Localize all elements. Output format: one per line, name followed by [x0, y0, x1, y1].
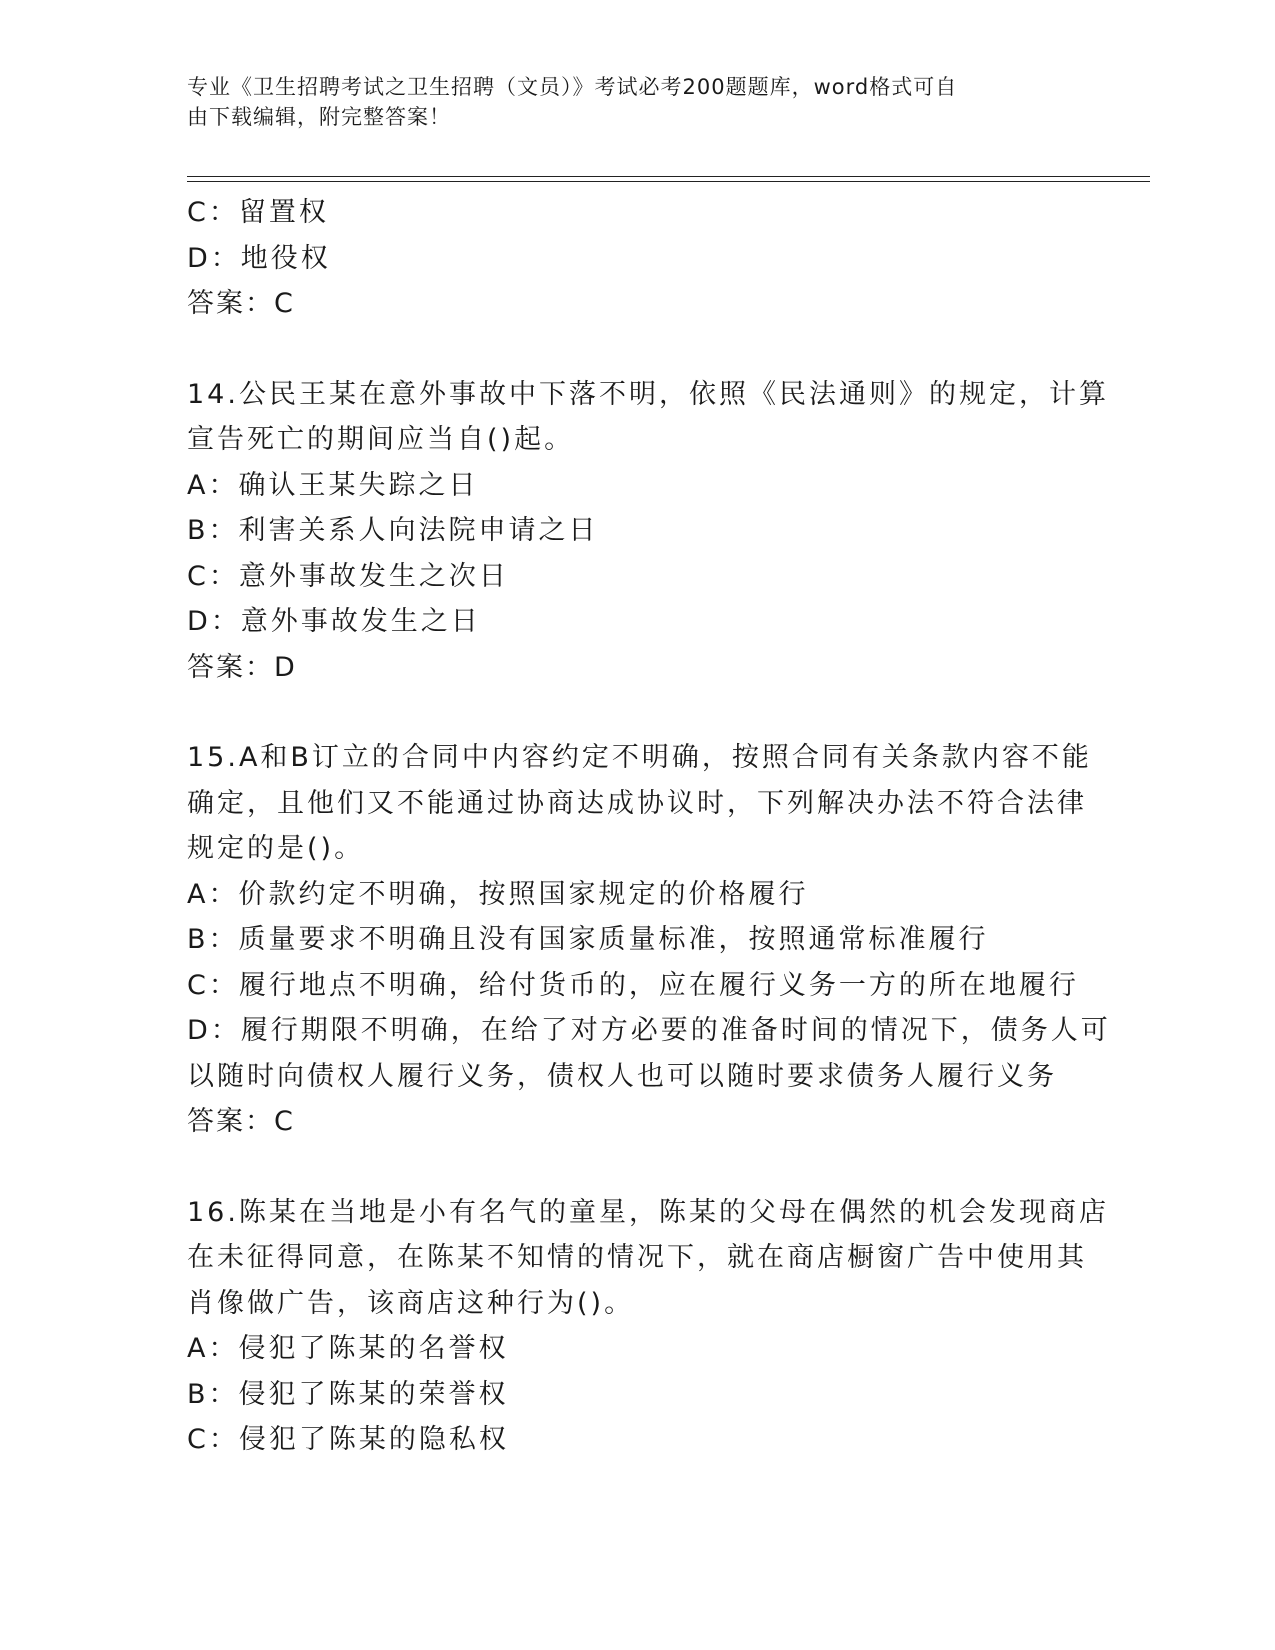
- option-b: B：质量要求不明确且没有国家质量标准，按照通常标准履行: [187, 924, 989, 955]
- option-d: D：意外事故发生之日: [187, 606, 481, 637]
- question-15: [187, 735, 1111, 1145]
- question-text-line: 肖像做广告，该商店这种行为()。: [187, 1287, 635, 1319]
- option-a: A：确认王某失踪之日: [187, 469, 479, 501]
- spacer: [187, 1145, 1087, 1190]
- question-text-line: 14.公民王某在意外事故中下落不明，依照《民法通则》的规定，计算: [187, 378, 1109, 410]
- header-divider-thin: [187, 181, 1150, 182]
- answer-line: 答案：D: [187, 651, 297, 683]
- option-d: D：履行期限不明确，在给了对方必要的准备时间的情况下，债务人可: [187, 1015, 1111, 1046]
- option-d: D：地役权: [187, 242, 331, 274]
- answer-line: 答案：C: [187, 288, 295, 319]
- option-d-continuation: 以随时向债权人履行义务，债权人也可以随时要求债务人履行义务: [187, 1060, 1057, 1092]
- question-16: [187, 1190, 1109, 1463]
- header-line-2: 由下载编辑，附完整答案！: [187, 105, 451, 129]
- question-text-line: 15.A和B订立的合同中内容约定不明确，按照合同有关条款内容不能: [187, 742, 1092, 773]
- header-divider-thick: [187, 176, 1150, 177]
- question-13-tail: [187, 190, 1087, 327]
- question-text-line: 16.陈某在当地是小有名气的童星，陈某的父母在偶然的机会发现商店: [187, 1196, 1109, 1228]
- spacer: [187, 690, 1087, 735]
- option-c: C：侵犯了陈某的隐私权: [187, 1424, 509, 1455]
- question-text-line: 规定的是()。: [187, 833, 365, 864]
- question-text-line: 宣告死亡的期间应当自()起。: [187, 424, 575, 455]
- option-c: C：履行地点不明确，给付货币的，应在履行义务一方的所在地履行: [187, 969, 1079, 1001]
- question-text-line: 在未征得同意，在陈某不知情的情况下，就在商店橱窗广告中使用其: [187, 1242, 1087, 1273]
- option-a: A：价款约定不明确，按照国家规定的价格履行: [187, 878, 809, 910]
- option-b: B：利害关系人向法院申请之日: [187, 515, 599, 546]
- question-list: [187, 190, 1111, 1463]
- option-b: B：侵犯了陈某的荣誉权: [187, 1378, 509, 1410]
- spacer: [187, 327, 1087, 372]
- question-14: [187, 372, 1109, 691]
- document-header: [187, 72, 1067, 132]
- option-a: A：侵犯了陈某的名誉权: [187, 1333, 509, 1364]
- question-text-line: 确定，且他们又不能通过协商达成协议时，下列解决办法不符合法律: [187, 787, 1087, 819]
- answer-line: 答案：C: [187, 1106, 295, 1137]
- header-line-1: 专业《卫生招聘考试之卫生招聘（文员）》考试必考200题题库，word格式可自: [187, 75, 958, 99]
- option-c: C：意外事故发生之次日: [187, 560, 509, 592]
- option-c: C：留置权: [187, 197, 329, 228]
